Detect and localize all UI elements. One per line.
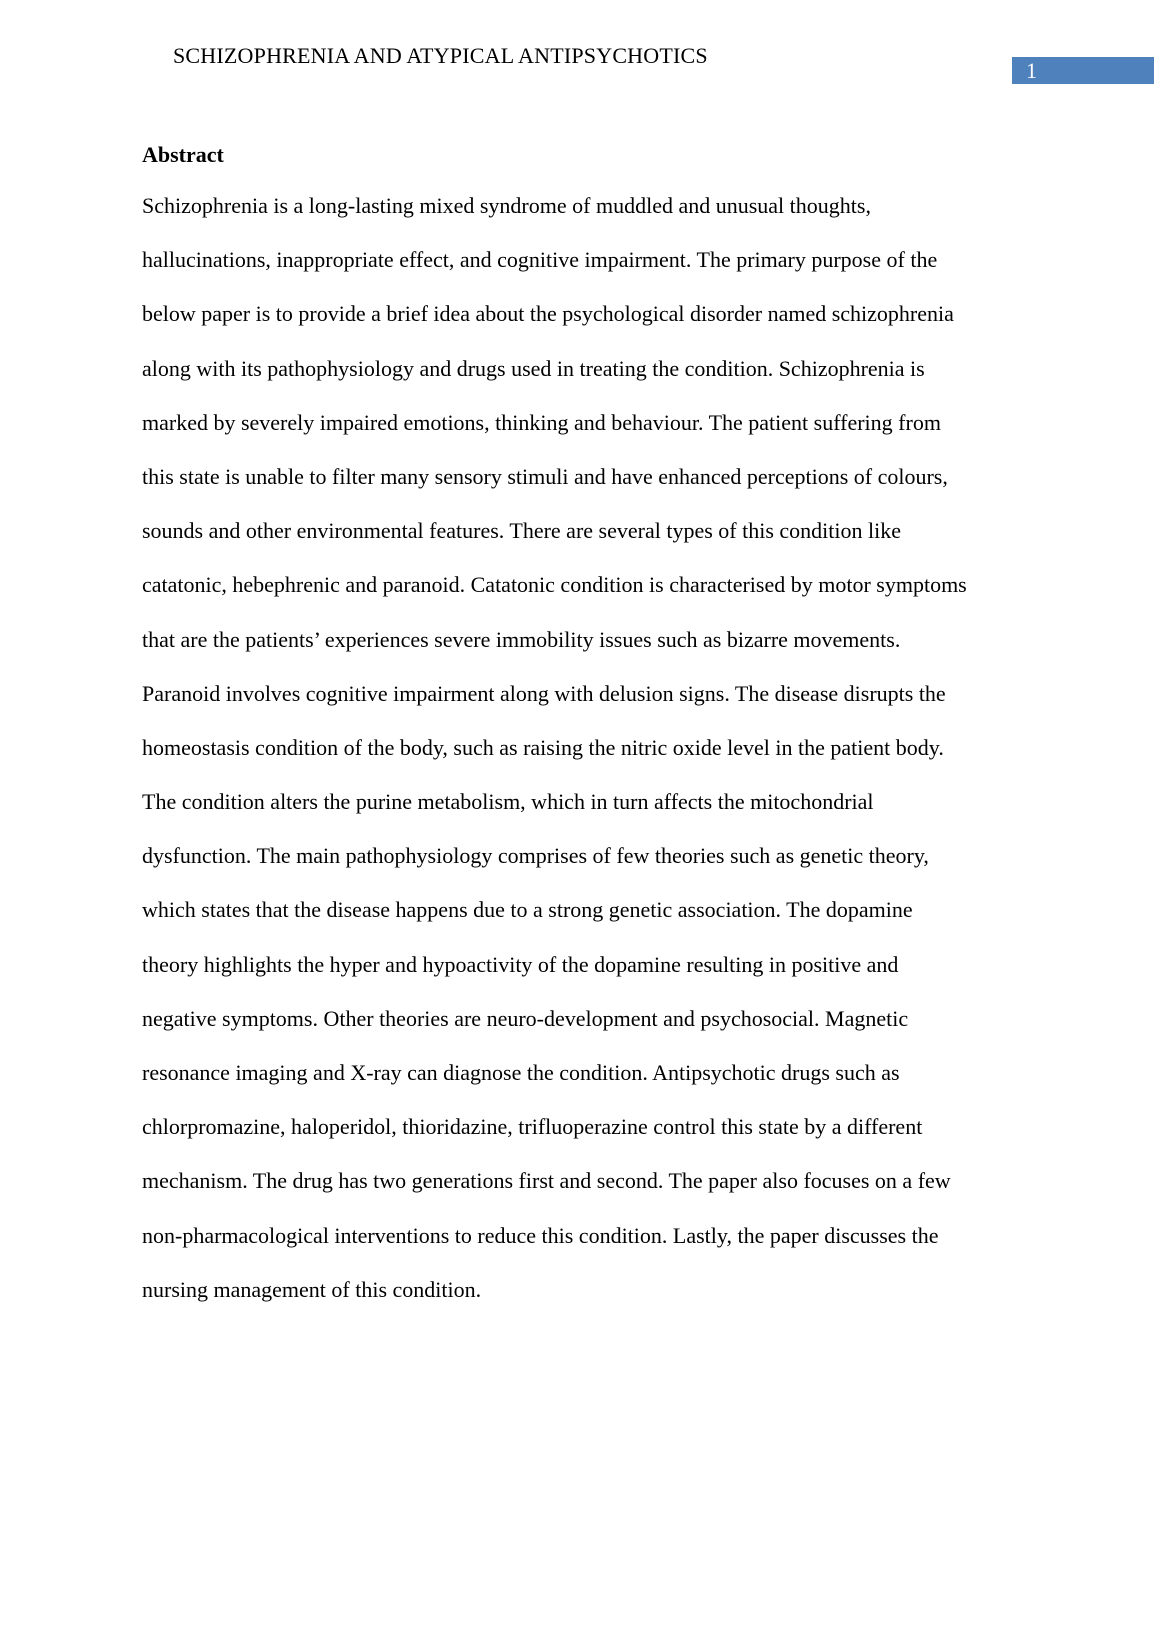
abstract-line: dysfunction. The main pathophysiology comprises of few theories such as genetic theory, [142,843,929,869]
abstract-line: sounds and other environmental features. There are several types of this condition like [142,518,901,544]
abstract-line: mechanism. The drug has two generations first and second. The paper also focuses on a few [142,1168,951,1194]
abstract-line: that are the patients’ experiences severe immobility issues such as bizarre movements. [142,626,901,652]
abstract-line: homeostasis condition of the body, such as raising the nitric oxide level in the patient body. [142,734,944,760]
abstract-line: non-pharmacological interventions to reduce this condition. Lastly, the paper discusses the [142,1222,939,1248]
page-number-box [1012,57,1154,84]
page-number: 1 [1026,58,1037,83]
abstract-line: hallucinations, inappropriate effect, and cognitive impairment. The primary purpose of the [142,247,938,273]
abstract-line: which states that the disease happens due to a strong genetic association. The dopamine [142,897,913,923]
abstract-line: marked by severely impaired emotions, thinking and behaviour. The patient suffering from [142,409,941,435]
abstract-line: chlorpromazine, haloperidol, thioridazine, trifluoperazine control this state by a different [142,1114,923,1140]
running-head: SCHIZOPHRENIA AND ATYPICAL ANTIPSYCHOTICS [173,43,708,68]
abstract-line: along with its pathophysiology and drugs used in treating the condition. Schizophrenia is [142,355,925,381]
abstract-line: The condition alters the purine metabolism, which in turn affects the mitochondrial [142,789,874,815]
abstract-line: theory highlights the hyper and hypoactivity of the dopamine resulting in positive and [142,951,899,977]
abstract-body [142,192,1042,1330]
abstract-line: below paper is to provide a brief idea about the psychological disorder named schizophrenia [142,301,954,327]
abstract-line: nursing management of this condition. [142,1276,482,1302]
abstract-heading: Abstract [142,142,224,167]
abstract-line: Paranoid involves cognitive impairment along with delusion signs. The disease disrupts the [142,680,946,706]
abstract-line: catatonic, hebephrenic and paranoid. Catatonic condition is characterised by motor symptoms [142,572,967,598]
abstract-line: negative symptoms. Other theories are neuro-development and psychosocial. Magnetic [142,1005,909,1031]
abstract-line: this state is unable to filter many sensory stimuli and have enhanced perceptions of colours, [142,463,948,489]
abstract-line: Schizophrenia is a long-lasting mixed syndrome of muddled and unusual thoughts, [142,193,871,218]
abstract-line: resonance imaging and X-ray can diagnose the condition. Antipsychotic drugs such as [142,1060,900,1085]
